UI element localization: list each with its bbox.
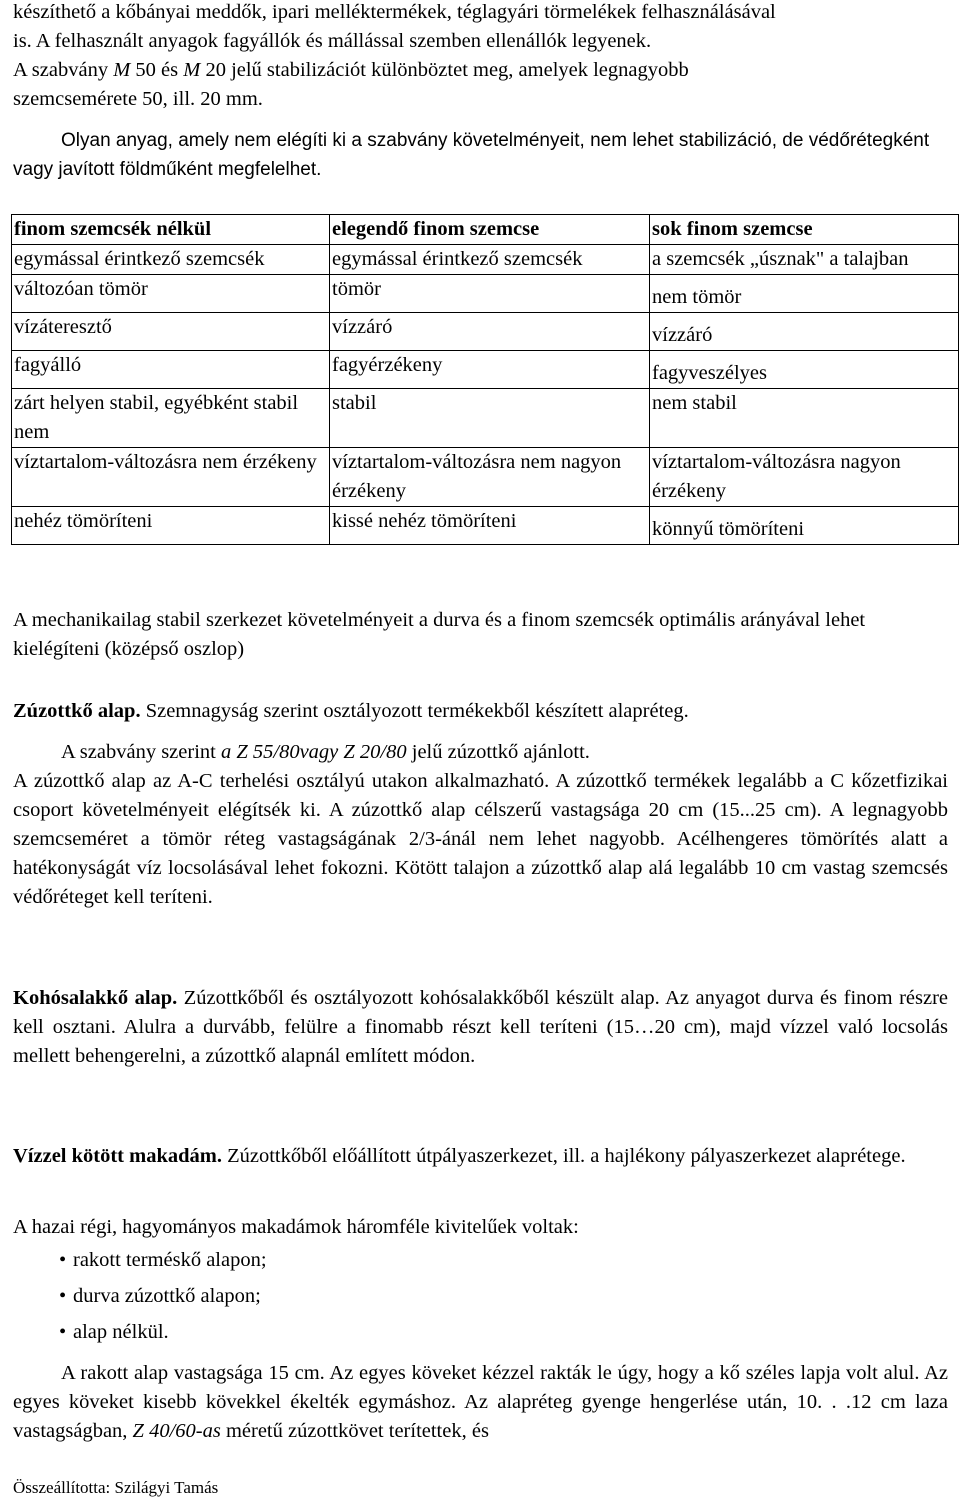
table-cell: nem stabil	[650, 389, 959, 448]
table-cell: nehéz tömöríteni	[12, 507, 330, 545]
zuzottko-heading: Zúzottkő alap.	[13, 700, 141, 722]
comparison-table	[11, 214, 959, 545]
table-row	[12, 448, 959, 507]
table-cell: nem tömör	[650, 275, 959, 313]
makadam-list	[0, 1242, 934, 1350]
table-row	[12, 507, 959, 545]
comparison-table-wrapper	[13, 214, 959, 545]
table-row	[12, 275, 959, 313]
intro-paragraph	[13, 0, 948, 114]
bullet-icon: •	[59, 1249, 67, 1271]
table-cell: a szemcsék „úsznak" a talajban	[650, 245, 959, 275]
table-header-cell: sok finom szemcse	[650, 215, 959, 245]
kohosalak-paragraph: Kohósalakkő alap. Zúzottkőből és osztályozott kohósalakkőből készült alap. Az anyagot durva és finom részre kell osztani. Alulra a durvább, felülre a finomabb részt kell teríteni (15…20 cm), majd vízzel való locsolás mellett behengerelni, a zúzottkő alapnál említett módon.	[13, 987, 949, 1067]
list-item: • alap nélkül.	[0, 1314, 934, 1350]
intro-line: A szabvány M 50 és M 20 jelű stabilizációt különböztet meg, amelyek legnagyobb	[13, 59, 689, 81]
table-cell: egymással érintkező szemcsék	[330, 245, 650, 275]
table-cell: víztartalom-változásra nagyon érzékeny	[650, 448, 959, 507]
table-header-cell: finom szemcsék nélkül	[12, 215, 330, 245]
table-cell: stabil	[330, 389, 650, 448]
table-cell: vízzáró	[650, 313, 959, 351]
zuzottko-intro: Zúzottkő alap. Szemnagyság szerint osztályozott termékekből készített alapréteg.	[13, 700, 689, 722]
makadam-heading: Vízzel kötött makadám.	[13, 1145, 222, 1167]
intro-line: is. A felhasznált anyagok fagyállók és mállással szemben ellenállók legyenek.	[13, 30, 652, 52]
table-cell: fagyveszélyes	[650, 351, 959, 389]
table-cell: víztartalom-változásra nem nagyon érzékeny	[330, 448, 650, 507]
table-row	[12, 245, 959, 275]
table-row	[12, 389, 959, 448]
makadam-paragraph: Vízzel kötött makadám. Zúzottkőből előállított útpályaszerkezet, ill. a hajlékony pályaszerkezet alaprétege.	[13, 1145, 906, 1167]
table-cell: vízzáró	[330, 313, 650, 351]
makadam-list-intro: A hazai régi, hagyományos makadámok háromféle kivitelűek voltak:	[13, 1216, 579, 1238]
list-item: • durva zúzottkő alapon;	[0, 1278, 934, 1314]
table-cell: kissé nehéz tömöríteni	[330, 507, 650, 545]
table-cell: zárt helyen stabil, egyébként stabil nem	[12, 389, 330, 448]
table-row	[12, 351, 959, 389]
table-cell: tömör	[330, 275, 650, 313]
bullet-icon: •	[59, 1321, 67, 1343]
table-cell: egymással érintkező szemcsék	[12, 245, 330, 275]
kohosalak-heading: Kohósalakkő alap.	[13, 987, 178, 1009]
rakott-paragraph: A rakott alap vastagsága 15 cm. Az egyes köveket kézzel rakták le úgy, hogy a kő széles lapja volt alul. Az egyes köveket kisebb kövekkel ékelték egymáshoz. Az alapréteg gyenge hengerlése után, 10. . .12 cm laza vastagságban, Z 40/60-as méretű zúzottkövet terítettek, és	[13, 1362, 948, 1442]
table-cell: fagyérzékeny	[330, 351, 650, 389]
table-header-row	[12, 215, 959, 245]
intro-line: készíthető a kőbányai meddők, ipari melléktermékek, téglagyári törmelékek felhasználásával	[13, 1, 776, 23]
list-item: • rakott terméskő alapon;	[0, 1242, 934, 1278]
bullet-icon: •	[59, 1285, 67, 1307]
zuzottko-standard: A szabvány szerint a Z 55/80vagy Z 20/80 jelű zúzottkő ajánlott.	[61, 741, 590, 763]
table-row	[12, 313, 959, 351]
footer-author: Összeállította: Szilágyi Tamás	[13, 1478, 219, 1497]
table-cell: változóan tömör	[12, 275, 330, 313]
table-header-cell: elegendő finom szemcse	[330, 215, 650, 245]
table-cell: vízáteresztő	[12, 313, 330, 351]
note-paragraph: Olyan anyag, amely nem elégíti ki a szabvány követelményeit, nem lehet stabilizáció, de védőrétegként vagy javított földműként megfelelhet.	[13, 130, 930, 180]
table-cell: fagyálló	[12, 351, 330, 389]
intro-line: szemcsemérete 50, ill. 20 mm.	[13, 88, 263, 110]
mechanical-paragraph: A mechanikailag stabil szerkezet követelményeit a durva és a finom szemcsék optimális arányával lehet kielégíteni (középső oszlop)	[13, 609, 866, 660]
table-cell: víztartalom-változásra nem érzékeny	[12, 448, 330, 507]
table-cell: könnyű tömöríteni	[650, 507, 959, 545]
zuzottko-body: A zúzottkő alap az A-C terhelési osztályú utakon alkalmazható. A zúzottkő termékek legalább a C kőzetfizikai csoport követelményeit elégítsék ki. A zúzottkő alap célszerű vastagsága 20 cm (15...25 cm). A legnagyobb szemcseméret a tömör réteg vastagságának 2/3-ánál nem lehet nagyobb. Acélhengeres tömörítés alatt a hatékonyságát víz locsolásával lehet fokozni. Kötött talajon a zúzottkő alap alá legalább 10 cm vastag szemcsés védőréteget kell teríteni.	[13, 770, 948, 908]
